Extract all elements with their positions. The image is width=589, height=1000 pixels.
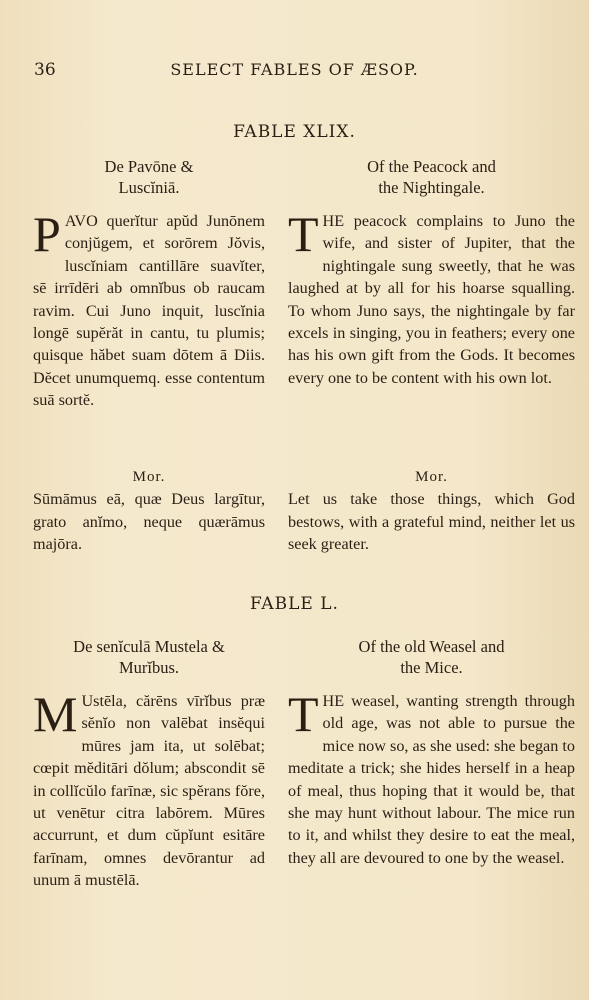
fable-50-english-column xyxy=(288,636,575,869)
fable-49-english-text xyxy=(288,206,575,389)
drop-cap: T xyxy=(288,206,319,262)
fable-49-english-column xyxy=(288,156,575,389)
subtitle-line: Luscĭniā. xyxy=(118,178,180,197)
running-title: SELECT FABLES OF ÆSOP. xyxy=(170,60,419,79)
fable-50-english-subtitle xyxy=(288,636,575,678)
subtitle-line: the Nightingale. xyxy=(378,178,485,197)
fable-50-latin-text xyxy=(33,686,265,892)
moral-heading: Mor. xyxy=(132,469,166,485)
fable-49-english-moral xyxy=(288,466,575,556)
fable-50-english-text xyxy=(288,686,575,869)
moral-text: Sūmāmus eā, quæ Deus largītur, grato anĭmo, neque quærāmus majōra. xyxy=(33,490,265,554)
subtitle-line: De Pavōne & xyxy=(104,157,194,176)
paragraph-text: Ustēla, cărēns vīrĭbus præ sĕnĭo non valēbat insĕqui mūres jam ita, ut solēbat; cœpit mĕditāri dŏlum; abscondit sē in collĭcŭlo farīnæ, sic spĕrans fŏre, ut venētur citra labōrem. Mūres accurrunt, et dum cŭpĭunt esitāre farīnam, omnes devōrantur ad unum ā mustēlā. xyxy=(33,692,265,890)
fable-49-latin-column xyxy=(33,156,265,412)
drop-cap: M xyxy=(33,686,78,742)
subtitle-line: De senĭculā Mustela & xyxy=(73,637,225,656)
fable-49-english-subtitle xyxy=(288,156,575,198)
paragraph-text: HE weasel, wanting strength through old age, was not able to pursue the mice now so, as she used: she began to meditate a trick; she hides herself in a heap of meal, thus hoping that it would be, that she may hunt without labour. The mice run to it, and whilst they desire to eat the meal, they all are devoured to one by the weasel. xyxy=(288,692,575,867)
drop-cap: P xyxy=(33,206,61,262)
moral-heading: Mor. xyxy=(415,469,448,485)
subtitle-line: Of the old Weasel and xyxy=(358,637,505,656)
subtitle-line: Of the Peacock and xyxy=(367,157,496,176)
paragraph-text: AVO querĭtur apŭd Junōnem conjŭgem, et sorōrem Jŏvis, luscĭniam cantillāre suavĭter, sē irrīdēri ab omnĭbus ob raucam ravim. Cui Juno inquit, luscĭnia longē supĕrăt in cantu, tu plumis; quisque hăbet suam dōtem ā Diis. Dĕcet unumquemq. esse contentum suā sortĕ. xyxy=(33,212,265,410)
fable-49-latin-moral xyxy=(33,466,265,556)
page-number: 36 xyxy=(34,60,56,80)
fable-49-title: FABLE XLIX. xyxy=(233,122,356,142)
subtitle-line: the Mice. xyxy=(400,658,463,677)
moral-text: Let us take those things, which God bestows, with a grateful mind, neither let us seek greater. xyxy=(288,490,575,554)
fable-49-latin-text xyxy=(33,206,265,412)
fable-50-title: FABLE L. xyxy=(250,594,339,614)
fable-50-latin-column xyxy=(33,636,265,892)
fable-50-latin-subtitle xyxy=(33,636,265,678)
paragraph-text: HE peacock complains to Juno the wife, and sister of Jupiter, that the nightingale sung sweetly, that he was laughed at by all for his hoarse squalling. To whom Juno says, the nightingale by far excels in singing, you in feathers; every one has his own gift from the Gods. It becomes every one to be content with his own lot. xyxy=(288,212,575,387)
drop-cap: T xyxy=(288,686,319,742)
page-header xyxy=(30,60,559,90)
subtitle-line: Murĭbus. xyxy=(118,658,180,677)
fable-49-latin-subtitle xyxy=(33,156,265,198)
